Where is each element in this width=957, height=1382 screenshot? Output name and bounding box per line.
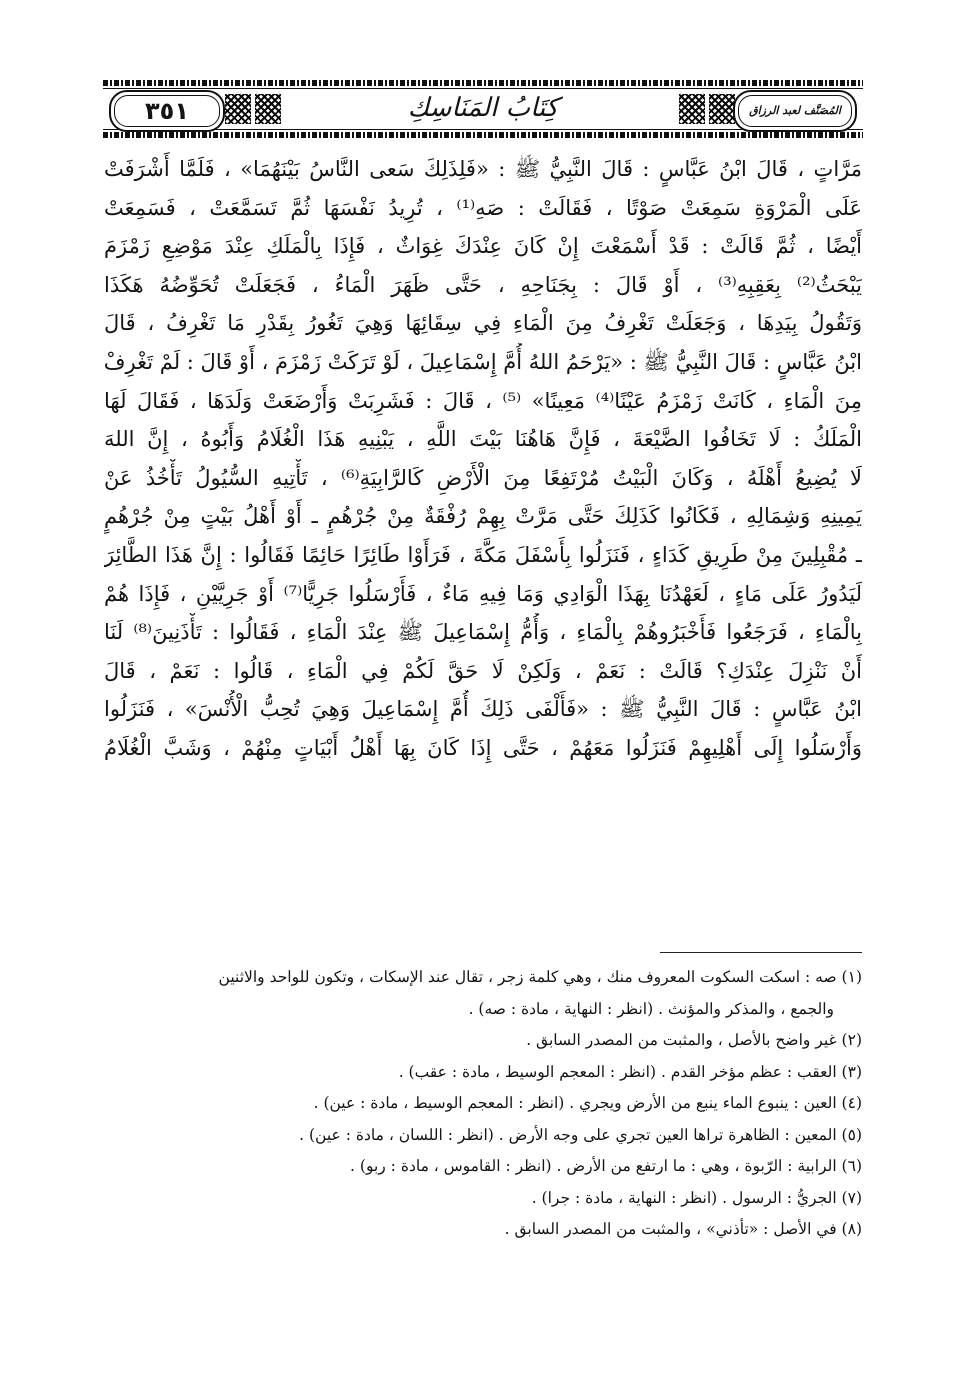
footnote-1-continuation: والجمع ، والمذكر والمؤنث . (انظر : النهاية ، مادة : صه) . (468, 999, 834, 1018)
book-logo: المُصَنَّف لعبد الرزاق (749, 104, 841, 117)
text-line: عَلَى الْمَرْوَةِ سَمِعَتْ صَوْتًا ، فَقَالَتْ : صَهِ⁽¹⁾ ، تُرِيدُ نَفْسَهَا ثُمَّ تَسَمَّعَتْ ، فَسَمِعَتْ (104, 195, 862, 220)
text-line: يَمِينِهِ وَشِمَالِهِ ، فَكَانُوا كَذَلِكَ حَتَّى مَرَّتْ بِهِمْ رُفْقَةٌ مِنْ جُرْهُمٍ ـ أَوْ أَهْلُ بَيْتٍ مِنْ جُرْهُمٍ (104, 504, 862, 529)
text-line: لَا يُضِيعُ أَهْلَهُ ، وَكَانَ الْبَيْتُ مُرْتَفِعًا مِنَ الْأَرْضِ كَالرَّابِيَةِ⁽⁶⁾ ، تَأْتِيهِ السُّيُولُ تَأْخُذُ عَنْ (104, 465, 862, 490)
running-title: كِتَابُ المَنَاسِكِ (407, 93, 559, 123)
ornament-knot-icon (679, 94, 705, 124)
text-line: أَيْضًا ، ثُمَّ قَالَتْ : قَدْ أَسْمَعْتَ إِنْ كَانَ عِنْدَكَ غِوَاثٌ ، فَإِذَا بِالْمَلَكِ عِنْدَ مَوْضِعِ زَمْزَمَ (104, 234, 862, 259)
main-text (104, 150, 862, 768)
footnotes (104, 962, 862, 1246)
footnote-7: (٧) الجريُّ : الرسول . (انظر : النهاية ، مادة : جرا) . (531, 1188, 862, 1207)
text-line: وَأَرْسَلُوا إِلَى أَهْلِيهِمْ فَنَزَلُوا مَعَهُمْ ، حَتَّى إِذَا كَانَ بِهَا أَهْلُ أَبْيَاتٍ مِنْهُمْ ، وَشَبَّ الْغُلَامُ (104, 735, 862, 760)
footnote-1: (١) صه : اسكت السكوت المعروف منك ، وهي كلمة زجر ، تقال عند الإسكات ، وتكون للواحد والاثنين (218, 968, 862, 986)
text-line: ابْنُ عَبَّاسٍ : قَالَ النَّبِيُّ ﷺ : «فَأَلْفَى ذَلِكَ أُمَّ إِسْمَاعِيلَ وَهِيَ تُحِبُّ الْأُنْسَ» ، فَنَزَلُوا (104, 697, 862, 722)
header-rule-top (103, 88, 863, 89)
header-border-bottom (103, 132, 863, 138)
footnote-6: (٦) الرابية : الرّبوة ، وهي : ما ارتفع من الأرض . (انظر : القاموس ، مادة : ربو) . (350, 1157, 862, 1175)
text-line: لَيَدُورُ عَلَى مَاءٍ ، لَعَهْدُنَا بِهَذَا الْوَادِي وَمَا فِيهِ مَاءٌ ، فَأَرْسَلُوا جَرِيًّا⁽⁷⁾ أَوْ جَرِيَّيْنِ ، فَإِذَا هُمْ (104, 581, 862, 606)
text-line: الْمَلَكُ : لَا تَخَافُوا الضَّيْعَةَ ، فَإِنَّ هَاهُنَا بَيْتَ اللَّهِ ، يَبْنِيهِ هَذَا الْغُلَامُ وَأَبُوهُ ، إِنَّ اللهَ (104, 427, 862, 452)
text-line: يَبْحَثُ⁽²⁾ بِعَقِبِهِ⁽³⁾ ، أَوْ قَالَ : بِجَنَاحِهِ ، حَتَّى ظَهَرَ الْمَاءُ ، فَجَعَلَتْ تُحَوِّضُهُ هَكَذَا (104, 272, 862, 297)
ornament-knot-icon (225, 94, 251, 124)
text-line: ـ مُقْبِلِينَ مِنْ طَرِيقِ كَدَاءٍ ، فَنَزَلُوا بِأَسْفَلَ مَكَّةَ ، فَرَأَوْا طَائِرًا حَائِمًا فَقَالُوا : إِنَّ هَذَا الطَّائِرَ (104, 542, 862, 567)
footnote-3: (٣) العقب : عظم مؤخر القدم . (انظر : المعجم الوسيط ، مادة : عقب) . (398, 1062, 862, 1081)
ornament-knot-icon (255, 94, 281, 124)
footnote-8: (٨) في الأصل : «تأذني» ، والمثبت من المصدر السابق . (504, 1220, 862, 1238)
book-logo-plaque (733, 90, 857, 132)
footnote-2: (٢) غير واضح بالأصل ، والمثبت من المصدر السابق . (526, 1031, 862, 1049)
text-line: بِالْمَاءِ ، فَرَجَعُوا فَأَخْبَرُوهُمْ بِالْمَاءِ ، وَأُمُّ إِسْمَاعِيلَ ﷺ عِنْدَ الْمَاءِ ، فَقَالُوا : تَأْذَنِينَ⁽⁸⁾ لَنَا (104, 620, 862, 645)
text-line: مَرَّاتٍ ، قَالَ ابْنُ عَبَّاسٍ : قَالَ النَّبِيُّ ﷺ : «فَلِذَلِكَ سَعى النَّاسُ بَيْنَهُمَا» ، فَلَمَّا أَشْرَفَتْ (104, 157, 862, 181)
text-line: أَنْ نَنْزِلَ عِنْدَكِ؟ قَالَتْ : نَعَمْ ، وَلَكِنْ لَا حَقَّ لَكُمْ فِي الْمَاءِ ، قَالُوا : نَعَمْ ، قَالَ (104, 658, 862, 683)
page-number: ٣٥١ (145, 97, 189, 125)
ornament-knot-icon (709, 94, 735, 124)
page-number-plaque (109, 90, 225, 132)
footnote-5: (٥) المعين : الظاهرة تراها العين تجري على وجه الأرض . (انظر : اللسان ، مادة : عين) . (299, 1125, 862, 1144)
text-line: ابْنُ عَبَّاسٍ : قَالَ النَّبِيُّ ﷺ : «يَرْحَمُ اللهُ أُمَّ إِسْمَاعِيلَ ، لَوْ تَرَكَتْ زَمْزَمَ ، أَوْ قَالَ : لَمْ تَغْرِفْ (104, 349, 862, 374)
text-line: مِنَ الْمَاءِ ، كَانَتْ زَمْزَمُ عَيْنًا⁽⁴⁾ مَعِينًا» ⁽⁵⁾ ، قَالَ : فَشَرِبَتْ وَأَرْضَعَتْ وَلَدَهَا ، فَقَالَ لَهَا (104, 388, 862, 413)
footnote-divider (660, 952, 862, 953)
header-border-top (103, 80, 863, 86)
page-header (103, 80, 863, 138)
footnote-4: (٤) العين : ينبوع الماء ينبع من الأرض ويجري . (انظر : المعجم الوسيط ، مادة : عين) . (313, 1094, 862, 1112)
text-line: وَتَقُولُ بِيَدِهَا ، وَجَعَلَتْ تَغْرِفُ مِنَ الْمَاءِ فِي سِقَائِهَا وَهِيَ تَغُورُ بِقَدْرِ مَا تَغْرِفُ ، قَالَ (104, 311, 862, 336)
